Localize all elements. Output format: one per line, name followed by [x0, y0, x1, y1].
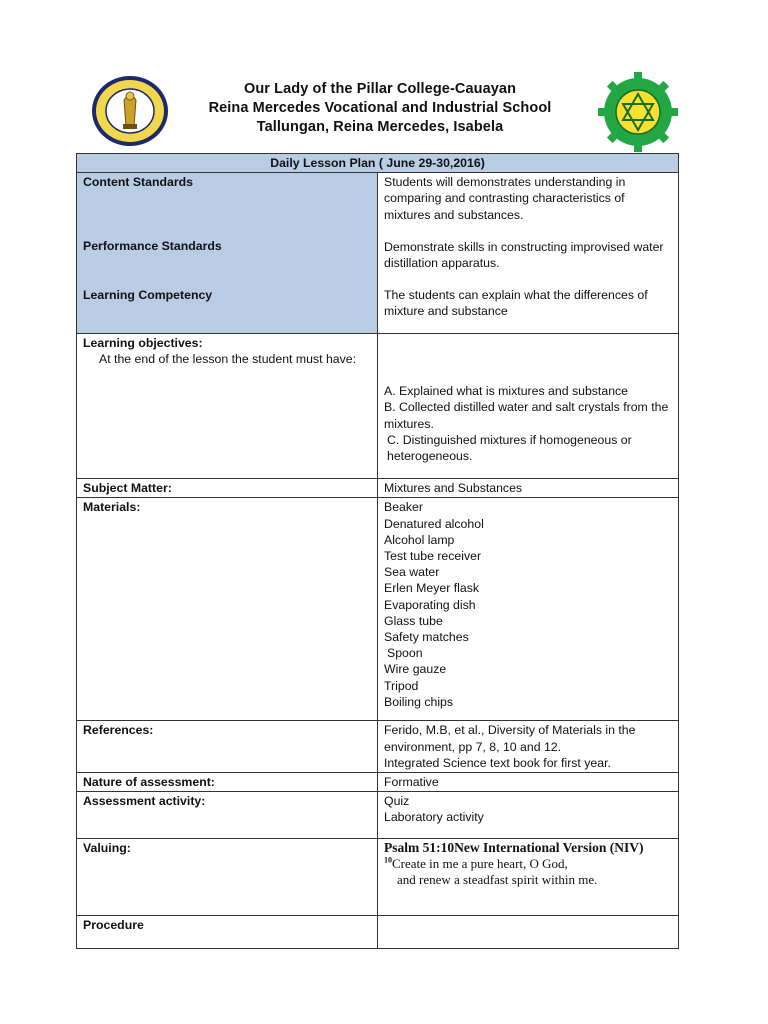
reference-text: Ferido, M.B, et al., Diversity of Materials in the environment, pp 7, 8, 10 and 12.: [384, 723, 636, 754]
psalm-line-2: and renew a steadfast spirit within me.: [397, 872, 598, 888]
psalm-line-1: Create in me a pure heart, O God,: [392, 856, 568, 872]
gear-star-seal-icon: [596, 70, 680, 154]
daily-lesson-plan-table: [76, 153, 679, 949]
material-item: Denatured alcohol: [384, 516, 484, 531]
objective-item: C. Distinguished mixtures if homogeneous or heterogeneous.: [387, 432, 632, 464]
material-item: Sea water: [384, 565, 440, 580]
objectives-label: Learning objectives:: [83, 336, 203, 351]
objective-item: B. Collected distilled water and salt crystals from the mixtures.: [384, 400, 669, 431]
learning-competency-text: The students can explain what the differences of mixture and substance: [384, 288, 648, 319]
standards-text-cell: [378, 173, 679, 334]
procedure-label: Procedure: [77, 916, 378, 949]
activity-item: Quiz: [384, 794, 410, 809]
verse-number: 10: [384, 855, 392, 865]
reference-text: Integrated Science text book for first year.: [384, 755, 611, 770]
subject-matter-text: Mixtures and Substances: [378, 479, 679, 498]
assessment-activity-cell: [378, 792, 679, 839]
table-title: Daily Lesson Plan ( June 29-30,2016): [77, 154, 679, 173]
document-header: [0, 70, 768, 150]
college-seal-icon: [90, 74, 170, 148]
procedure-cell: [378, 916, 679, 949]
objectives-intro: At the end of the lesson the student must have:: [99, 352, 357, 367]
objective-item: A. Explained what is mixtures and substance: [384, 384, 629, 399]
content-standards-text: Students will demonstrates understanding in comparing and contrasting characteristics of mixtures and substances.: [384, 175, 626, 222]
material-item: Boiling chips: [384, 694, 454, 709]
material-item: Test tube receiver: [384, 549, 482, 564]
material-item: Spoon: [387, 646, 423, 661]
material-item: Glass tube: [384, 613, 443, 628]
nature-of-assessment-text: Formative: [378, 773, 679, 792]
material-item: Safety matches: [384, 630, 469, 645]
school-address: Tallungan, Reina Mercedes, Isabela: [256, 119, 504, 135]
objectives-cell: [378, 334, 679, 479]
material-item: Tripod: [384, 678, 419, 693]
valuing-label: Valuing:: [77, 839, 378, 916]
material-item: Erlen Meyer flask: [384, 581, 479, 596]
materials-label: Materials:: [77, 498, 378, 721]
school-name-line-2: Reina Mercedes Vocational and Industrial School: [208, 100, 552, 116]
psalm-title: Psalm 51:10New International Version (NIV): [384, 840, 644, 856]
content-standards-label: Content Standards: [83, 175, 193, 190]
material-item: Beaker: [384, 500, 423, 515]
nature-of-assessment-label: Nature of assessment:: [77, 773, 378, 792]
material-item: Wire gauze: [384, 662, 447, 677]
references-label: References:: [77, 721, 378, 773]
assessment-activity-label: Assessment activity:: [77, 792, 378, 839]
standards-labels-cell: [77, 173, 378, 334]
objectives-label-cell: [77, 334, 378, 479]
activity-item: Laboratory activity: [384, 810, 484, 825]
materials-cell: [378, 498, 679, 721]
material-item: Evaporating dish: [384, 597, 476, 612]
school-name-line-1: Our Lady of the Pillar College-Cauayan: [243, 81, 517, 97]
valuing-cell: [378, 839, 679, 916]
subject-matter-label: Subject Matter:: [77, 479, 378, 498]
performance-standards-text: Demonstrate skills in constructing improvised water distillation apparatus.: [384, 239, 664, 271]
material-item: Alcohol lamp: [384, 532, 455, 547]
references-cell: [378, 721, 679, 773]
performance-standards-label: Performance Standards: [83, 239, 222, 254]
learning-competency-label: Learning Competency: [83, 288, 213, 303]
